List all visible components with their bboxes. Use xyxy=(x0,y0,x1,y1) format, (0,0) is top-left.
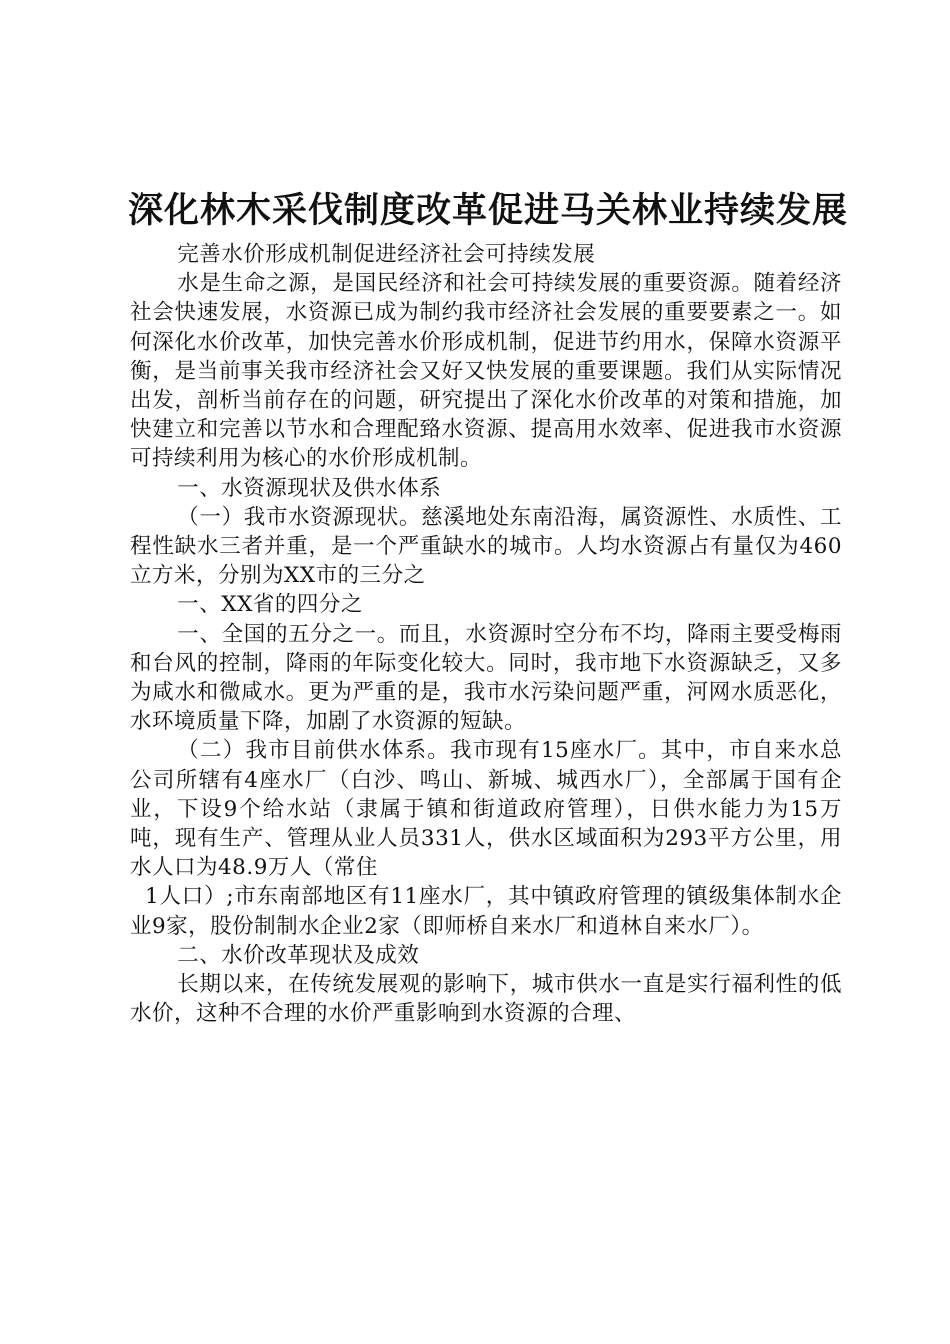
document-body xyxy=(130,240,842,1028)
section-heading: 二、水价改革现状及成效 xyxy=(177,942,420,968)
paragraph: 水是生命之源，是国民经济和社会可持续发展的重要资源。随着经济社会快速发展，水资源已成为制约我市经济社会发展的重要要素之一。如何深化水价改革，加快完善水价形成机制，促进节约用水，保障水资源平衡，是当前事关我市经济社会又好又快发展的重要课题。我们从实际情况出发，剖析当前存在的问题，研究提出了深化水价改革的对策和措施，加快建立和完善以节水和合理配臵水资源、提高用水效率、促进我市水资源可持续利用为核心的水价形成机制。 xyxy=(130,271,842,472)
document-title: 深化林木采伐制度改革促进马关林业持续发展 xyxy=(128,191,849,231)
paragraph: 一、XX省的四分之 xyxy=(177,592,363,618)
paragraph: 长期以来，在传统发展观的影响下，城市供水一直是实行福利性的低水价，这种不合理的水价严重影响到水资源的合理、 xyxy=(130,972,842,1027)
section-heading: 一、水资源现状及供水体系 xyxy=(177,475,442,501)
paragraph: （二）我市目前供水体系。我市现有15座水厂。其中，市自来水总公司所辖有4座水厂（白沙、鸣山、新城、城西水厂），全部属于国有企业，下设9个给水站（隶属于镇和街道政府管理），日供水能力为15万吨，现有生产、管理从业人员331人，供水区域面积为293平方公里，用水人口为48.9万人（常住 xyxy=(130,738,842,881)
paragraph: 一、全国的五分之一。而且，水资源时空分布不均，降雨主要受梅雨和台风的控制，降雨的年际变化较大。同时，我市地下水资源缺乏，又多为咸水和微咸水。更为严重的是，我市水污染问题严重，河网水质恶化，水环境质量下降，加剧了水资源的短缺。 xyxy=(130,621,842,735)
paragraph: （一）我市水资源现状。慈溪地处东南沿海，属资源性、水质性、工程性缺水三者并重，是一个严重缺水的城市。人均水资源占有量仅为460立方米，分别为XX市的三分之 xyxy=(130,504,842,589)
paragraph: 1人口）;市东南部地区有11座水厂，其中镇政府管理的镇级集体制水企业9家，股份制制水企业2家（即师桥自来水厂和逍林自来水厂）。 xyxy=(130,884,842,939)
paragraph: 完善水价形成机制促进经济社会可持续发展 xyxy=(177,242,596,267)
document-page xyxy=(128,188,849,1028)
